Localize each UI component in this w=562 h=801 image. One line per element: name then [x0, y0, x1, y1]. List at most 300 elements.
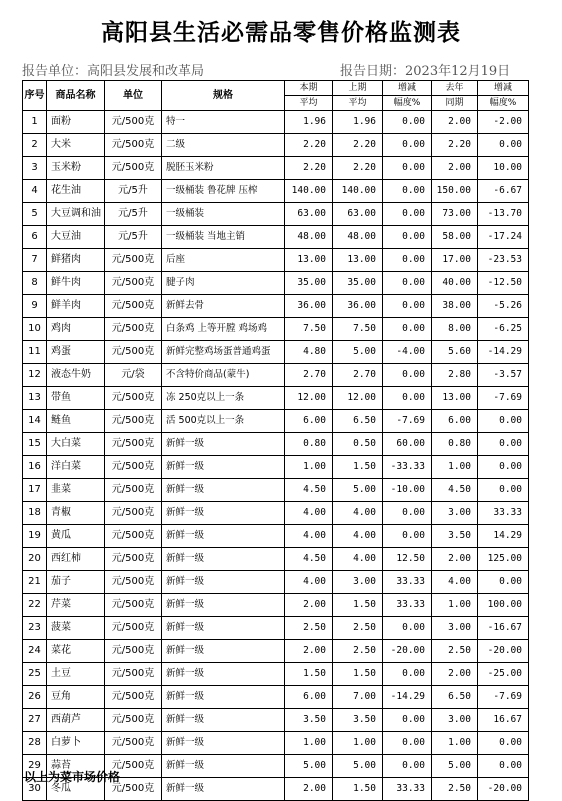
- cell-unit: 元/500克: [105, 548, 162, 571]
- cell-yoy: 33.33: [478, 502, 529, 525]
- cell-last-year: 6.50: [432, 686, 478, 709]
- cell-unit: 元/5升: [105, 180, 162, 203]
- cell-change: 0.00: [383, 111, 432, 134]
- cell-change: 33.33: [383, 594, 432, 617]
- table-row: [23, 410, 529, 433]
- table-row: [23, 318, 529, 341]
- cell-seq: 15: [23, 433, 47, 456]
- cell-unit: 元/500克: [105, 686, 162, 709]
- cell-yoy: 10.00: [478, 157, 529, 180]
- cell-last-year: 6.00: [432, 410, 478, 433]
- cell-previous: 1.50: [333, 456, 383, 479]
- cell-seq: 4: [23, 180, 47, 203]
- cell-spec: 新鲜一级: [162, 709, 285, 732]
- table-row: [23, 387, 529, 410]
- cell-previous: 4.00: [333, 502, 383, 525]
- table-row: [23, 180, 529, 203]
- table-row: [23, 640, 529, 663]
- cell-current: 1.50: [285, 663, 333, 686]
- cell-seq: 6: [23, 226, 47, 249]
- cell-spec: 新鲜一级: [162, 755, 285, 778]
- page-title: 高阳县生活必需品零售价格监测表: [101, 20, 461, 46]
- table-row: [23, 502, 529, 525]
- cell-unit: 元/500克: [105, 755, 162, 778]
- cell-spec: 新鲜一级: [162, 594, 285, 617]
- header-change-bottom: 幅度%: [383, 96, 432, 111]
- cell-name: 豆角: [47, 686, 105, 709]
- cell-change: 0.00: [383, 295, 432, 318]
- table-row: [23, 617, 529, 640]
- header-last-year-top: 去年: [432, 81, 478, 96]
- cell-unit: 元/500克: [105, 456, 162, 479]
- cell-previous: 63.00: [333, 203, 383, 226]
- table-row: [23, 594, 529, 617]
- cell-change: 0.00: [383, 180, 432, 203]
- cell-name: 鸡肉: [47, 318, 105, 341]
- cell-spec: 特一: [162, 111, 285, 134]
- cell-change: -7.69: [383, 410, 432, 433]
- cell-yoy: 0.00: [478, 479, 529, 502]
- cell-name: 大白菜: [47, 433, 105, 456]
- cell-spec: 新鲜一级: [162, 479, 285, 502]
- cell-change: 60.00: [383, 433, 432, 456]
- cell-unit: 元/500克: [105, 525, 162, 548]
- cell-current: 63.00: [285, 203, 333, 226]
- table-row: [23, 203, 529, 226]
- table-row: [23, 134, 529, 157]
- cell-unit: 元/500克: [105, 502, 162, 525]
- cell-spec: 二级: [162, 134, 285, 157]
- cell-current: 5.00: [285, 755, 333, 778]
- cell-current: 4.00: [285, 571, 333, 594]
- cell-last-year: 2.50: [432, 640, 478, 663]
- cell-change: 0.00: [383, 226, 432, 249]
- table-row: [23, 709, 529, 732]
- cell-spec: 新鲜一级: [162, 617, 285, 640]
- table-row: [23, 732, 529, 755]
- cell-name: 冬瓜: [47, 778, 105, 801]
- cell-previous: 5.00: [333, 341, 383, 364]
- cell-name: 鲜牛肉: [47, 272, 105, 295]
- cell-current: 13.00: [285, 249, 333, 272]
- cell-change: -14.29: [383, 686, 432, 709]
- cell-previous: 13.00: [333, 249, 383, 272]
- cell-spec: 不含特价商品(蒙牛): [162, 364, 285, 387]
- cell-seq: 3: [23, 157, 47, 180]
- cell-change: 0.00: [383, 157, 432, 180]
- cell-change: 0.00: [383, 249, 432, 272]
- cell-seq: 14: [23, 410, 47, 433]
- header-current-top: 本期: [285, 81, 333, 96]
- cell-unit: 元/500克: [105, 410, 162, 433]
- cell-last-year: 3.50: [432, 525, 478, 548]
- table-row: [23, 548, 529, 571]
- cell-current: 4.80: [285, 341, 333, 364]
- cell-previous: 1.50: [333, 663, 383, 686]
- cell-current: 7.50: [285, 318, 333, 341]
- cell-name: 黄瓜: [47, 525, 105, 548]
- cell-change: -4.00: [383, 341, 432, 364]
- cell-unit: 元/500克: [105, 479, 162, 502]
- cell-seq: 26: [23, 686, 47, 709]
- cell-name: 鸡蛋: [47, 341, 105, 364]
- cell-current: 3.50: [285, 709, 333, 732]
- cell-yoy: 14.29: [478, 525, 529, 548]
- cell-yoy: -6.67: [478, 180, 529, 203]
- cell-seq: 1: [23, 111, 47, 134]
- cell-spec: 冻 250克以上一条: [162, 387, 285, 410]
- header-yoy-bottom: 幅度%: [478, 96, 529, 111]
- cell-previous: 5.00: [333, 755, 383, 778]
- cell-current: 2.00: [285, 640, 333, 663]
- cell-seq: 23: [23, 617, 47, 640]
- cell-current: 2.00: [285, 594, 333, 617]
- cell-current: 2.70: [285, 364, 333, 387]
- cell-spec: 新鲜一级: [162, 433, 285, 456]
- cell-yoy: -12.50: [478, 272, 529, 295]
- table-body: [23, 111, 529, 801]
- cell-name: 蒜苔: [47, 755, 105, 778]
- cell-current: 36.00: [285, 295, 333, 318]
- cell-current: 2.20: [285, 134, 333, 157]
- cell-name: 青椒: [47, 502, 105, 525]
- cell-current: 2.20: [285, 157, 333, 180]
- cell-change: 0.00: [383, 525, 432, 548]
- cell-previous: 5.00: [333, 479, 383, 502]
- cell-seq: 5: [23, 203, 47, 226]
- cell-unit: 元/500克: [105, 594, 162, 617]
- table-row: [23, 525, 529, 548]
- cell-change: 33.33: [383, 571, 432, 594]
- cell-previous: 12.00: [333, 387, 383, 410]
- cell-previous: 35.00: [333, 272, 383, 295]
- cell-last-year: 4.50: [432, 479, 478, 502]
- report-date: 报告日期：2023年12月19日: [340, 64, 511, 79]
- cell-last-year: 13.00: [432, 387, 478, 410]
- cell-name: 大米: [47, 134, 105, 157]
- cell-unit: 元/500克: [105, 433, 162, 456]
- cell-current: 6.00: [285, 686, 333, 709]
- cell-unit: 元/500克: [105, 663, 162, 686]
- cell-spec: 新鲜一级: [162, 525, 285, 548]
- cell-seq: 25: [23, 663, 47, 686]
- cell-yoy: -23.53: [478, 249, 529, 272]
- cell-unit: 元/500克: [105, 134, 162, 157]
- cell-unit: 元/500克: [105, 111, 162, 134]
- cell-name: 白萝卜: [47, 732, 105, 755]
- cell-previous: 4.00: [333, 548, 383, 571]
- cell-seq: 7: [23, 249, 47, 272]
- table-row: [23, 479, 529, 502]
- cell-spec: 一级桶装 鲁花牌 压榨: [162, 180, 285, 203]
- cell-last-year: 40.00: [432, 272, 478, 295]
- cell-unit: 元/500克: [105, 778, 162, 801]
- table-row: [23, 226, 529, 249]
- cell-previous: 48.00: [333, 226, 383, 249]
- cell-yoy: -17.24: [478, 226, 529, 249]
- cell-last-year: 2.20: [432, 134, 478, 157]
- cell-yoy: -20.00: [478, 778, 529, 801]
- table-row: [23, 663, 529, 686]
- cell-name: 鲜猪肉: [47, 249, 105, 272]
- cell-current: 48.00: [285, 226, 333, 249]
- cell-last-year: 150.00: [432, 180, 478, 203]
- cell-last-year: 38.00: [432, 295, 478, 318]
- table-row: [23, 571, 529, 594]
- cell-name: 土豆: [47, 663, 105, 686]
- cell-yoy: -3.57: [478, 364, 529, 387]
- cell-change: 0.00: [383, 318, 432, 341]
- cell-yoy: -13.70: [478, 203, 529, 226]
- table-row: [23, 272, 529, 295]
- cell-seq: 28: [23, 732, 47, 755]
- cell-spec: 新鲜一级: [162, 640, 285, 663]
- cell-yoy: 0.00: [478, 456, 529, 479]
- cell-seq: 9: [23, 295, 47, 318]
- cell-change: 0.00: [383, 272, 432, 295]
- cell-last-year: 5.60: [432, 341, 478, 364]
- cell-last-year: 3.00: [432, 617, 478, 640]
- cell-name: 韭菜: [47, 479, 105, 502]
- cell-last-year: 4.00: [432, 571, 478, 594]
- cell-spec: 活 500克以上一条: [162, 410, 285, 433]
- cell-previous: 1.96: [333, 111, 383, 134]
- cell-unit: 元/500克: [105, 732, 162, 755]
- cell-seq: 13: [23, 387, 47, 410]
- cell-previous: 6.50: [333, 410, 383, 433]
- cell-yoy: 0.00: [478, 755, 529, 778]
- cell-unit: 元/500克: [105, 295, 162, 318]
- cell-change: 0.00: [383, 663, 432, 686]
- cell-seq: 12: [23, 364, 47, 387]
- cell-previous: 0.50: [333, 433, 383, 456]
- cell-previous: 2.20: [333, 134, 383, 157]
- cell-spec: 新鲜一级: [162, 502, 285, 525]
- cell-current: 2.50: [285, 617, 333, 640]
- cell-seq: 27: [23, 709, 47, 732]
- cell-spec: 新鲜去骨: [162, 295, 285, 318]
- cell-name: 液态牛奶: [47, 364, 105, 387]
- report-unit: 报告单位：高阳县发展和改革局: [22, 64, 205, 79]
- header-seq: 序号: [23, 81, 47, 111]
- cell-seq: 8: [23, 272, 47, 295]
- cell-name: 菜花: [47, 640, 105, 663]
- header-previous-top: 上期: [333, 81, 383, 96]
- cell-spec: 新鲜一级: [162, 663, 285, 686]
- header-name: 商品名称: [47, 81, 105, 111]
- cell-change: 12.50: [383, 548, 432, 571]
- cell-seq: 10: [23, 318, 47, 341]
- cell-seq: 19: [23, 525, 47, 548]
- cell-unit: 元/500克: [105, 571, 162, 594]
- cell-previous: 1.50: [333, 778, 383, 801]
- cell-previous: 2.20: [333, 157, 383, 180]
- cell-yoy: 125.00: [478, 548, 529, 571]
- cell-seq: 21: [23, 571, 47, 594]
- cell-yoy: -2.00: [478, 111, 529, 134]
- cell-change: -10.00: [383, 479, 432, 502]
- cell-unit: 元/500克: [105, 640, 162, 663]
- cell-yoy: -6.25: [478, 318, 529, 341]
- cell-change: -33.33: [383, 456, 432, 479]
- cell-spec: 新鲜一级: [162, 686, 285, 709]
- header-yoy-top: 增减: [478, 81, 529, 96]
- cell-name: 面粉: [47, 111, 105, 134]
- cell-yoy: -16.67: [478, 617, 529, 640]
- cell-previous: 4.00: [333, 525, 383, 548]
- cell-last-year: 3.00: [432, 502, 478, 525]
- cell-name: 洋白菜: [47, 456, 105, 479]
- cell-spec: 一级桶装 当地主销: [162, 226, 285, 249]
- cell-last-year: 1.00: [432, 732, 478, 755]
- cell-name: 大豆油: [47, 226, 105, 249]
- cell-change: -20.00: [383, 640, 432, 663]
- cell-spec: 新鲜一级: [162, 778, 285, 801]
- table-row: [23, 433, 529, 456]
- cell-current: 4.00: [285, 502, 333, 525]
- cell-yoy: 100.00: [478, 594, 529, 617]
- cell-seq: 18: [23, 502, 47, 525]
- cell-current: 6.00: [285, 410, 333, 433]
- cell-seq: 29: [23, 755, 47, 778]
- cell-spec: 新鲜完整鸡场蛋普通鸡蛋: [162, 341, 285, 364]
- cell-spec: 新鲜一级: [162, 732, 285, 755]
- cell-seq: 30: [23, 778, 47, 801]
- cell-last-year: 8.00: [432, 318, 478, 341]
- cell-yoy: -25.00: [478, 663, 529, 686]
- cell-previous: 1.50: [333, 594, 383, 617]
- cell-yoy: -14.29: [478, 341, 529, 364]
- header-last-year-bottom: 同期: [432, 96, 478, 111]
- cell-seq: 24: [23, 640, 47, 663]
- cell-spec: 一级桶装: [162, 203, 285, 226]
- cell-last-year: 0.80: [432, 433, 478, 456]
- cell-last-year: 5.00: [432, 755, 478, 778]
- cell-yoy: 0.00: [478, 433, 529, 456]
- cell-unit: 元/500克: [105, 617, 162, 640]
- cell-spec: 新鲜一级: [162, 571, 285, 594]
- cell-last-year: 2.00: [432, 548, 478, 571]
- cell-last-year: 58.00: [432, 226, 478, 249]
- cell-change: 0.00: [383, 617, 432, 640]
- cell-name: 大豆调和油: [47, 203, 105, 226]
- table-row: [23, 456, 529, 479]
- cell-last-year: 17.00: [432, 249, 478, 272]
- cell-name: 玉米粉: [47, 157, 105, 180]
- cell-spec: 新鲜一级: [162, 456, 285, 479]
- table-row: [23, 111, 529, 134]
- cell-seq: 2: [23, 134, 47, 157]
- cell-yoy: 0.00: [478, 134, 529, 157]
- cell-last-year: 2.00: [432, 111, 478, 134]
- cell-last-year: 2.80: [432, 364, 478, 387]
- cell-current: 12.00: [285, 387, 333, 410]
- cell-spec: 腱子肉: [162, 272, 285, 295]
- cell-yoy: -7.69: [478, 686, 529, 709]
- header-change-top: 增减: [383, 81, 432, 96]
- table-row: [23, 364, 529, 387]
- cell-name: 茄子: [47, 571, 105, 594]
- cell-change: 0.00: [383, 502, 432, 525]
- cell-seq: 20: [23, 548, 47, 571]
- cell-name: 西葫芦: [47, 709, 105, 732]
- cell-seq: 17: [23, 479, 47, 502]
- cell-previous: 1.00: [333, 732, 383, 755]
- cell-spec: 脱胚玉米粉: [162, 157, 285, 180]
- cell-change: 0.00: [383, 387, 432, 410]
- cell-name: 带鱼: [47, 387, 105, 410]
- cell-yoy: -5.26: [478, 295, 529, 318]
- table-row: [23, 249, 529, 272]
- cell-yoy: -20.00: [478, 640, 529, 663]
- cell-previous: 2.50: [333, 617, 383, 640]
- cell-yoy: 0.00: [478, 410, 529, 433]
- header-unit: 单位: [105, 81, 162, 111]
- cell-unit: 元/500克: [105, 272, 162, 295]
- cell-previous: 36.00: [333, 295, 383, 318]
- cell-change: 0.00: [383, 203, 432, 226]
- cell-spec: 新鲜一级: [162, 548, 285, 571]
- price-table: [22, 80, 529, 801]
- cell-previous: 7.00: [333, 686, 383, 709]
- cell-change: 33.33: [383, 778, 432, 801]
- cell-unit: 元/袋: [105, 364, 162, 387]
- cell-unit: 元/500克: [105, 157, 162, 180]
- table-row: [23, 686, 529, 709]
- cell-last-year: 3.00: [432, 709, 478, 732]
- cell-yoy: 0.00: [478, 732, 529, 755]
- cell-name: 花生油: [47, 180, 105, 203]
- cell-current: 4.00: [285, 525, 333, 548]
- table-row: [23, 157, 529, 180]
- cell-last-year: 2.00: [432, 157, 478, 180]
- footer-note: 以上为菜市场价格: [24, 770, 121, 784]
- cell-name: 菠菜: [47, 617, 105, 640]
- header-current-bottom: 平均: [285, 96, 333, 111]
- cell-previous: 3.50: [333, 709, 383, 732]
- cell-current: 1.00: [285, 456, 333, 479]
- cell-name: 芹菜: [47, 594, 105, 617]
- cell-previous: 2.70: [333, 364, 383, 387]
- cell-unit: 元/500克: [105, 341, 162, 364]
- cell-last-year: 2.50: [432, 778, 478, 801]
- cell-unit: 元/5升: [105, 203, 162, 226]
- cell-current: 140.00: [285, 180, 333, 203]
- cell-current: 1.96: [285, 111, 333, 134]
- cell-yoy: -7.69: [478, 387, 529, 410]
- cell-current: 4.50: [285, 479, 333, 502]
- cell-unit: 元/500克: [105, 709, 162, 732]
- cell-change: 0.00: [383, 364, 432, 387]
- header-previous-bottom: 平均: [333, 96, 383, 111]
- cell-previous: 140.00: [333, 180, 383, 203]
- cell-last-year: 1.00: [432, 594, 478, 617]
- cell-unit: 元/500克: [105, 387, 162, 410]
- cell-previous: 3.00: [333, 571, 383, 594]
- cell-name: 鲢鱼: [47, 410, 105, 433]
- cell-unit: 元/5升: [105, 226, 162, 249]
- cell-current: 35.00: [285, 272, 333, 295]
- cell-unit: 元/500克: [105, 249, 162, 272]
- cell-current: 1.00: [285, 732, 333, 755]
- cell-change: 0.00: [383, 755, 432, 778]
- cell-unit: 元/500克: [105, 318, 162, 341]
- cell-name: 鲜羊肉: [47, 295, 105, 318]
- cell-yoy: 0.00: [478, 571, 529, 594]
- cell-current: 0.80: [285, 433, 333, 456]
- cell-current: 4.50: [285, 548, 333, 571]
- table-row: [23, 341, 529, 364]
